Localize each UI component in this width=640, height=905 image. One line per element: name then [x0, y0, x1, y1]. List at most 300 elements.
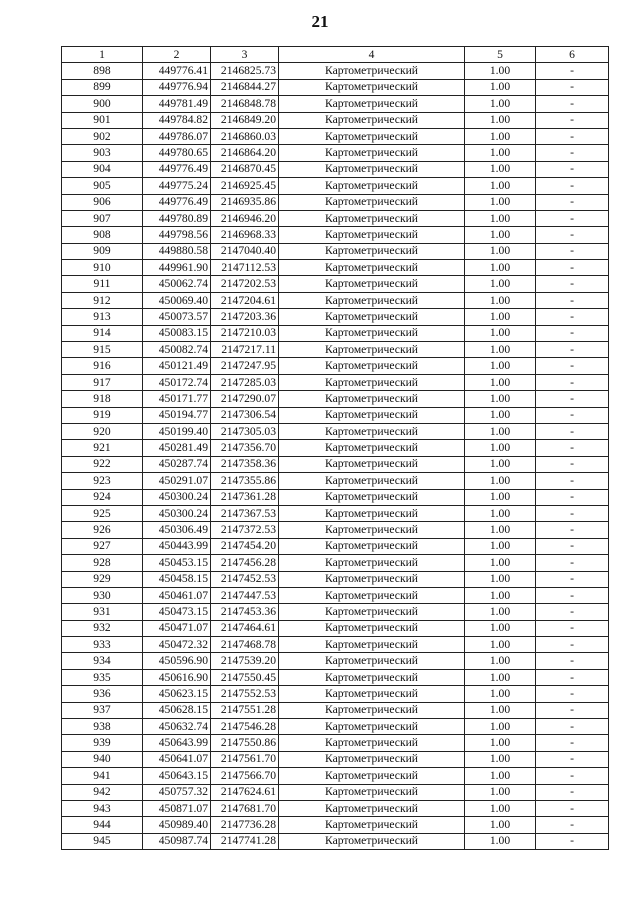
note-cell: - — [536, 686, 609, 702]
note-cell: - — [536, 423, 609, 439]
y-coordinate-cell: 2147217.11 — [211, 342, 279, 358]
point-number-cell: 921 — [62, 440, 143, 456]
x-coordinate-cell: 450453.15 — [143, 555, 211, 571]
method-cell: Картометрический — [279, 833, 465, 849]
accuracy-cell: 1.00 — [465, 653, 536, 669]
y-coordinate-cell: 2147539.20 — [211, 653, 279, 669]
x-coordinate-cell: 449780.65 — [143, 145, 211, 161]
y-coordinate-cell: 2147452.53 — [211, 571, 279, 587]
x-coordinate-cell: 450616.90 — [143, 669, 211, 685]
table-row — [62, 833, 609, 849]
method-cell: Картометрический — [279, 63, 465, 79]
table-row — [62, 686, 609, 702]
x-coordinate-cell: 449781.49 — [143, 96, 211, 112]
method-cell: Картометрический — [279, 210, 465, 226]
x-coordinate-cell: 450472.32 — [143, 637, 211, 653]
note-cell: - — [536, 653, 609, 669]
point-number-cell: 940 — [62, 751, 143, 767]
x-coordinate-cell: 450471.07 — [143, 620, 211, 636]
method-cell: Картометрический — [279, 161, 465, 177]
note-cell: - — [536, 178, 609, 194]
method-cell: Картометрический — [279, 702, 465, 718]
table-row — [62, 161, 609, 177]
point-number-cell: 899 — [62, 79, 143, 95]
x-coordinate-cell: 449776.94 — [143, 79, 211, 95]
point-number-cell: 924 — [62, 489, 143, 505]
y-coordinate-cell: 2147624.61 — [211, 784, 279, 800]
accuracy-cell: 1.00 — [465, 63, 536, 79]
note-cell: - — [536, 505, 609, 521]
table-row — [62, 210, 609, 226]
y-coordinate-cell: 2147040.40 — [211, 243, 279, 259]
x-coordinate-cell: 450643.99 — [143, 735, 211, 751]
table-row — [62, 784, 609, 800]
accuracy-cell: 1.00 — [465, 260, 536, 276]
x-coordinate-cell: 450628.15 — [143, 702, 211, 718]
x-coordinate-cell: 450171.77 — [143, 391, 211, 407]
method-cell: Картометрический — [279, 309, 465, 325]
x-coordinate-cell: 449880.58 — [143, 243, 211, 259]
x-coordinate-cell: 449798.56 — [143, 227, 211, 243]
accuracy-cell: 1.00 — [465, 96, 536, 112]
table-row — [62, 112, 609, 128]
note-cell: - — [536, 456, 609, 472]
method-cell: Картометрический — [279, 292, 465, 308]
point-number-cell: 914 — [62, 325, 143, 341]
method-cell: Картометрический — [279, 555, 465, 571]
accuracy-cell: 1.00 — [465, 555, 536, 571]
point-number-cell: 930 — [62, 587, 143, 603]
note-cell: - — [536, 407, 609, 423]
accuracy-cell: 1.00 — [465, 276, 536, 292]
accuracy-cell: 1.00 — [465, 391, 536, 407]
note-cell: - — [536, 374, 609, 390]
note-cell: - — [536, 473, 609, 489]
accuracy-cell: 1.00 — [465, 243, 536, 259]
point-number-cell: 901 — [62, 112, 143, 128]
accuracy-cell: 1.00 — [465, 128, 536, 144]
point-number-cell: 913 — [62, 309, 143, 325]
point-number-cell: 939 — [62, 735, 143, 751]
y-coordinate-cell: 2147247.95 — [211, 358, 279, 374]
method-cell: Картометрический — [279, 669, 465, 685]
table-row — [62, 653, 609, 669]
y-coordinate-cell: 2147552.53 — [211, 686, 279, 702]
accuracy-cell: 1.00 — [465, 768, 536, 784]
note-cell: - — [536, 112, 609, 128]
accuracy-cell: 1.00 — [465, 423, 536, 439]
note-cell: - — [536, 719, 609, 735]
method-cell: Картометрический — [279, 538, 465, 554]
accuracy-cell: 1.00 — [465, 374, 536, 390]
method-cell: Картометрический — [279, 145, 465, 161]
table-row — [62, 587, 609, 603]
accuracy-cell: 1.00 — [465, 538, 536, 554]
point-number-cell: 907 — [62, 210, 143, 226]
point-number-cell: 905 — [62, 178, 143, 194]
point-number-cell: 927 — [62, 538, 143, 554]
x-coordinate-cell: 449784.82 — [143, 112, 211, 128]
point-number-cell: 912 — [62, 292, 143, 308]
x-coordinate-cell: 450641.07 — [143, 751, 211, 767]
point-number-cell: 941 — [62, 768, 143, 784]
accuracy-cell: 1.00 — [465, 112, 536, 128]
y-coordinate-cell: 2147367.53 — [211, 505, 279, 521]
x-coordinate-cell: 450632.74 — [143, 719, 211, 735]
table-row — [62, 571, 609, 587]
accuracy-cell: 1.00 — [465, 833, 536, 849]
note-cell: - — [536, 79, 609, 95]
accuracy-cell: 1.00 — [465, 702, 536, 718]
x-coordinate-cell: 450172.74 — [143, 374, 211, 390]
note-cell: - — [536, 702, 609, 718]
y-coordinate-cell: 2147741.28 — [211, 833, 279, 849]
column-header: 5 — [465, 47, 536, 63]
y-coordinate-cell: 2147372.53 — [211, 522, 279, 538]
y-coordinate-cell: 2146968.33 — [211, 227, 279, 243]
coordinates-table — [61, 46, 609, 850]
note-cell: - — [536, 194, 609, 210]
method-cell: Картометрический — [279, 653, 465, 669]
table-row — [62, 637, 609, 653]
point-number-cell: 925 — [62, 505, 143, 521]
point-number-cell: 934 — [62, 653, 143, 669]
method-cell: Картометрический — [279, 473, 465, 489]
accuracy-cell: 1.00 — [465, 751, 536, 767]
table-row — [62, 243, 609, 259]
note-cell: - — [536, 768, 609, 784]
note-cell: - — [536, 555, 609, 571]
table-row — [62, 817, 609, 833]
column-header: 4 — [279, 47, 465, 63]
y-coordinate-cell: 2147454.20 — [211, 538, 279, 554]
x-coordinate-cell: 450073.57 — [143, 309, 211, 325]
accuracy-cell: 1.00 — [465, 522, 536, 538]
point-number-cell: 909 — [62, 243, 143, 259]
y-coordinate-cell: 2147681.70 — [211, 800, 279, 816]
table-row — [62, 620, 609, 636]
y-coordinate-cell: 2147290.07 — [211, 391, 279, 407]
point-number-cell: 945 — [62, 833, 143, 849]
point-number-cell: 911 — [62, 276, 143, 292]
method-cell: Картометрический — [279, 423, 465, 439]
x-coordinate-cell: 450083.15 — [143, 325, 211, 341]
note-cell: - — [536, 669, 609, 685]
point-number-cell: 917 — [62, 374, 143, 390]
y-coordinate-cell: 2147203.36 — [211, 309, 279, 325]
note-cell: - — [536, 63, 609, 79]
point-number-cell: 915 — [62, 342, 143, 358]
accuracy-cell: 1.00 — [465, 325, 536, 341]
accuracy-cell: 1.00 — [465, 505, 536, 521]
y-coordinate-cell: 2146864.20 — [211, 145, 279, 161]
y-coordinate-cell: 2147447.53 — [211, 587, 279, 603]
y-coordinate-cell: 2147112.53 — [211, 260, 279, 276]
note-cell: - — [536, 751, 609, 767]
table-row — [62, 342, 609, 358]
method-cell: Картометрический — [279, 505, 465, 521]
y-coordinate-cell: 2147736.28 — [211, 817, 279, 833]
method-cell: Картометрический — [279, 735, 465, 751]
point-number-cell: 900 — [62, 96, 143, 112]
x-coordinate-cell: 450194.77 — [143, 407, 211, 423]
accuracy-cell: 1.00 — [465, 309, 536, 325]
y-coordinate-cell: 2146825.73 — [211, 63, 279, 79]
point-number-cell: 902 — [62, 128, 143, 144]
note-cell: - — [536, 522, 609, 538]
table-row — [62, 604, 609, 620]
x-coordinate-cell: 450458.15 — [143, 571, 211, 587]
note-cell: - — [536, 325, 609, 341]
page-number: 21 — [311, 12, 329, 31]
method-cell: Картометрический — [279, 79, 465, 95]
table-header — [62, 47, 609, 63]
y-coordinate-cell: 2146848.78 — [211, 96, 279, 112]
table-row — [62, 178, 609, 194]
x-coordinate-cell: 450757.32 — [143, 784, 211, 800]
x-coordinate-cell: 450643.15 — [143, 768, 211, 784]
point-number-cell: 908 — [62, 227, 143, 243]
note-cell: - — [536, 358, 609, 374]
accuracy-cell: 1.00 — [465, 587, 536, 603]
point-number-cell: 928 — [62, 555, 143, 571]
note-cell: - — [536, 161, 609, 177]
y-coordinate-cell: 2146935.86 — [211, 194, 279, 210]
table-row — [62, 374, 609, 390]
method-cell: Картометрический — [279, 194, 465, 210]
table-row — [62, 276, 609, 292]
table-row — [62, 702, 609, 718]
note-cell: - — [536, 128, 609, 144]
point-number-cell: 942 — [62, 784, 143, 800]
point-number-cell: 920 — [62, 423, 143, 439]
accuracy-cell: 1.00 — [465, 407, 536, 423]
table-row — [62, 800, 609, 816]
table-row — [62, 128, 609, 144]
accuracy-cell: 1.00 — [465, 194, 536, 210]
method-cell: Картометрический — [279, 128, 465, 144]
x-coordinate-cell: 449775.24 — [143, 178, 211, 194]
method-cell: Картометрический — [279, 325, 465, 341]
x-coordinate-cell: 450069.40 — [143, 292, 211, 308]
accuracy-cell: 1.00 — [465, 161, 536, 177]
x-coordinate-cell: 449780.89 — [143, 210, 211, 226]
method-cell: Картометрический — [279, 227, 465, 243]
y-coordinate-cell: 2147210.03 — [211, 325, 279, 341]
method-cell: Картометрический — [279, 587, 465, 603]
y-coordinate-cell: 2147561.70 — [211, 751, 279, 767]
method-cell: Картометрический — [279, 456, 465, 472]
accuracy-cell: 1.00 — [465, 342, 536, 358]
table-row — [62, 473, 609, 489]
x-coordinate-cell: 450199.40 — [143, 423, 211, 439]
table-row — [62, 391, 609, 407]
point-number-cell: 944 — [62, 817, 143, 833]
method-cell: Картометрический — [279, 391, 465, 407]
accuracy-cell: 1.00 — [465, 178, 536, 194]
y-coordinate-cell: 2146946.20 — [211, 210, 279, 226]
table-row — [62, 423, 609, 439]
table-row — [62, 751, 609, 767]
accuracy-cell: 1.00 — [465, 817, 536, 833]
method-cell: Картометрический — [279, 784, 465, 800]
table-row — [62, 456, 609, 472]
method-cell: Картометрический — [279, 407, 465, 423]
point-number-cell: 932 — [62, 620, 143, 636]
table-row — [62, 669, 609, 685]
y-coordinate-cell: 2147456.28 — [211, 555, 279, 571]
method-cell: Картометрический — [279, 571, 465, 587]
y-coordinate-cell: 2147453.36 — [211, 604, 279, 620]
y-coordinate-cell: 2146860.03 — [211, 128, 279, 144]
x-coordinate-cell: 449776.49 — [143, 161, 211, 177]
point-number-cell: 943 — [62, 800, 143, 816]
y-coordinate-cell: 2146849.20 — [211, 112, 279, 128]
note-cell: - — [536, 587, 609, 603]
method-cell: Картометрический — [279, 178, 465, 194]
table-row — [62, 768, 609, 784]
x-coordinate-cell: 450062.74 — [143, 276, 211, 292]
y-coordinate-cell: 2147361.28 — [211, 489, 279, 505]
x-coordinate-cell: 450989.40 — [143, 817, 211, 833]
y-coordinate-cell: 2147468.78 — [211, 637, 279, 653]
accuracy-cell: 1.00 — [465, 473, 536, 489]
note-cell: - — [536, 489, 609, 505]
note-cell: - — [536, 800, 609, 816]
accuracy-cell: 1.00 — [465, 604, 536, 620]
y-coordinate-cell: 2147306.54 — [211, 407, 279, 423]
x-coordinate-cell: 450623.15 — [143, 686, 211, 702]
x-coordinate-cell: 450596.90 — [143, 653, 211, 669]
note-cell: - — [536, 145, 609, 161]
y-coordinate-cell: 2146844.27 — [211, 79, 279, 95]
note-cell: - — [536, 817, 609, 833]
column-header: 2 — [143, 47, 211, 63]
point-number-cell: 919 — [62, 407, 143, 423]
method-cell: Картометрический — [279, 604, 465, 620]
table-row — [62, 407, 609, 423]
table-row — [62, 79, 609, 95]
y-coordinate-cell: 2147356.70 — [211, 440, 279, 456]
table-row — [62, 735, 609, 751]
accuracy-cell: 1.00 — [465, 669, 536, 685]
note-cell: - — [536, 735, 609, 751]
x-coordinate-cell: 450306.49 — [143, 522, 211, 538]
column-header: 3 — [211, 47, 279, 63]
point-number-cell: 936 — [62, 686, 143, 702]
table-row — [62, 719, 609, 735]
x-coordinate-cell: 450443.99 — [143, 538, 211, 554]
method-cell: Картометрический — [279, 768, 465, 784]
note-cell: - — [536, 292, 609, 308]
table-row — [62, 260, 609, 276]
accuracy-cell: 1.00 — [465, 637, 536, 653]
point-number-cell: 916 — [62, 358, 143, 374]
table-row — [62, 292, 609, 308]
note-cell: - — [536, 440, 609, 456]
method-cell: Картометрический — [279, 719, 465, 735]
y-coordinate-cell: 2147202.53 — [211, 276, 279, 292]
table-row — [62, 538, 609, 554]
method-cell: Картометрический — [279, 817, 465, 833]
point-number-cell: 931 — [62, 604, 143, 620]
y-coordinate-cell: 2146870.45 — [211, 161, 279, 177]
accuracy-cell: 1.00 — [465, 358, 536, 374]
method-cell: Картометрический — [279, 276, 465, 292]
table-row — [62, 440, 609, 456]
y-coordinate-cell: 2147464.61 — [211, 620, 279, 636]
point-number-cell: 898 — [62, 63, 143, 79]
method-cell: Картометрический — [279, 374, 465, 390]
point-number-cell: 910 — [62, 260, 143, 276]
accuracy-cell: 1.00 — [465, 719, 536, 735]
method-cell: Картометрический — [279, 686, 465, 702]
point-number-cell: 922 — [62, 456, 143, 472]
note-cell: - — [536, 96, 609, 112]
point-number-cell: 929 — [62, 571, 143, 587]
note-cell: - — [536, 620, 609, 636]
x-coordinate-cell: 450871.07 — [143, 800, 211, 816]
point-number-cell: 937 — [62, 702, 143, 718]
point-number-cell: 906 — [62, 194, 143, 210]
accuracy-cell: 1.00 — [465, 292, 536, 308]
y-coordinate-cell: 2147355.86 — [211, 473, 279, 489]
table-row — [62, 325, 609, 341]
point-number-cell: 938 — [62, 719, 143, 735]
y-coordinate-cell: 2147550.45 — [211, 669, 279, 685]
note-cell: - — [536, 276, 609, 292]
method-cell: Картометрический — [279, 489, 465, 505]
accuracy-cell: 1.00 — [465, 440, 536, 456]
method-cell: Картометрический — [279, 620, 465, 636]
y-coordinate-cell: 2147551.28 — [211, 702, 279, 718]
table-row — [62, 227, 609, 243]
note-cell: - — [536, 538, 609, 554]
x-coordinate-cell: 450291.07 — [143, 473, 211, 489]
accuracy-cell: 1.00 — [465, 456, 536, 472]
note-cell: - — [536, 637, 609, 653]
method-cell: Картометрический — [279, 440, 465, 456]
table-row — [62, 309, 609, 325]
column-header: 1 — [62, 47, 143, 63]
note-cell: - — [536, 833, 609, 849]
method-cell: Картометрический — [279, 342, 465, 358]
table-row — [62, 63, 609, 79]
method-cell: Картометрический — [279, 522, 465, 538]
accuracy-cell: 1.00 — [465, 145, 536, 161]
accuracy-cell: 1.00 — [465, 735, 536, 751]
accuracy-cell: 1.00 — [465, 784, 536, 800]
x-coordinate-cell: 449776.49 — [143, 194, 211, 210]
x-coordinate-cell: 449961.90 — [143, 260, 211, 276]
method-cell: Картометрический — [279, 96, 465, 112]
point-number-cell: 926 — [62, 522, 143, 538]
x-coordinate-cell: 450121.49 — [143, 358, 211, 374]
table-row — [62, 522, 609, 538]
note-cell: - — [536, 210, 609, 226]
note-cell: - — [536, 342, 609, 358]
accuracy-cell: 1.00 — [465, 210, 536, 226]
header-row — [62, 47, 609, 63]
y-coordinate-cell: 2147546.28 — [211, 719, 279, 735]
y-coordinate-cell: 2147566.70 — [211, 768, 279, 784]
y-coordinate-cell: 2147285.03 — [211, 374, 279, 390]
y-coordinate-cell: 2147358.36 — [211, 456, 279, 472]
accuracy-cell: 1.00 — [465, 620, 536, 636]
x-coordinate-cell: 449776.41 — [143, 63, 211, 79]
method-cell: Картометрический — [279, 637, 465, 653]
x-coordinate-cell: 450461.07 — [143, 587, 211, 603]
